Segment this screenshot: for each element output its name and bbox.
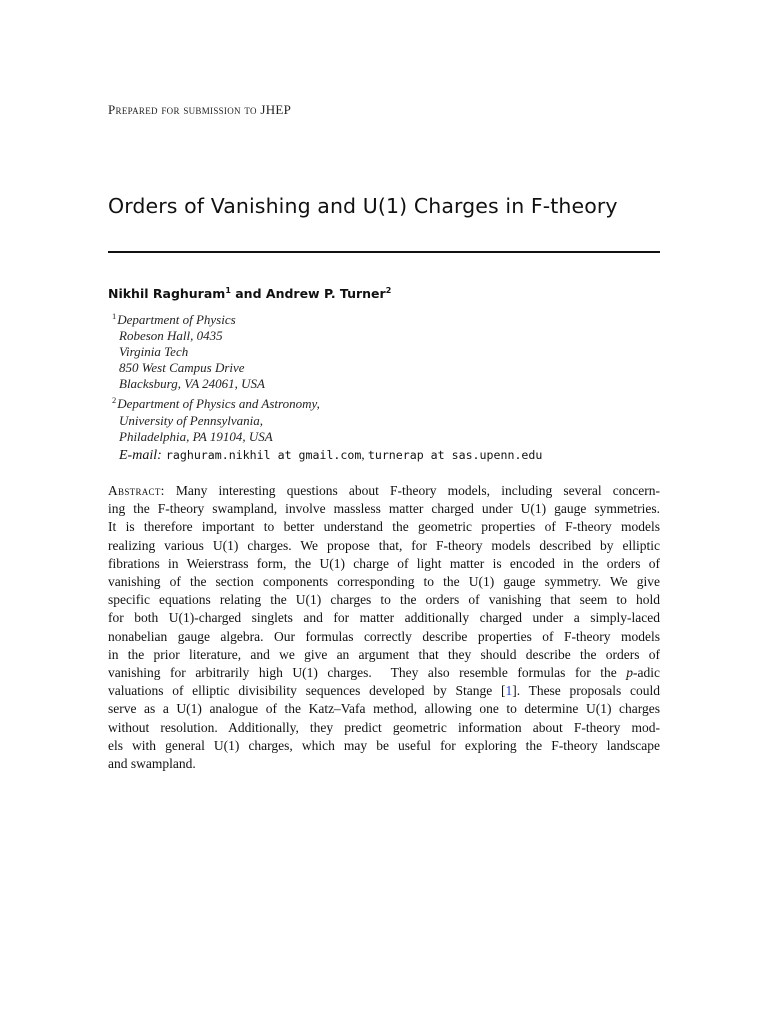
abstract-line: and swampland.: [108, 756, 196, 772]
abstract-heading: Abstract:: [108, 483, 165, 498]
affiliation-line: [108, 392, 320, 412]
abstract-line: [108, 482, 660, 500]
abstract-line: for both U(1)-charged singlets and for matter additionally charged under a simply-laced: [108, 610, 660, 626]
abstract-line: els with general U(1) charges, which may be useful for exploring the F-theory landscape: [108, 737, 660, 753]
abstract-text: -adic: [633, 665, 660, 681]
abstract-line: realizing various U(1) charges. We propose that, for F-theory models described by elliptic: [108, 537, 660, 553]
author-name: Nikhil Raghuram: [108, 286, 226, 301]
email-separator: ,: [361, 447, 368, 462]
abstract-text: ]. These proposals could: [512, 683, 660, 699]
abstract-line: without resolution. Additionally, they predict geometric information about F-theory mod-: [108, 719, 660, 735]
abstract-line: fibrations in Weierstrass form, the U(1) charge of light matter is encoded in the orders of: [108, 555, 660, 571]
paper-title: Orders of Vanishing and U(1) Charges in F-theory: [108, 194, 618, 218]
abstract-line: serve as a U(1) analogue of the Katz–Vafa method, allowing one to determine U(1) charges: [108, 701, 660, 717]
affiliation-marker: 1: [225, 286, 231, 295]
citation-link[interactable]: 1: [505, 683, 513, 699]
affiliation-text: Department of Physics: [117, 312, 236, 327]
affiliation-line: Blacksburg, VA 24061, USA: [119, 376, 265, 392]
affiliation-marker: 2: [385, 286, 392, 295]
abstract-line: ing the F-theory swampland, involve massless matter charged under U(1) gauge symmetries.: [108, 501, 660, 517]
affiliation-line: Robeson Hall, 0435: [119, 328, 223, 344]
title-rule: [108, 251, 660, 253]
affiliation-block: [108, 308, 320, 445]
math-symbol: p: [626, 665, 634, 681]
abstract-line: [108, 682, 660, 700]
abstract-text: Many interesting questions about F-theory models, including several concern-: [164, 483, 660, 498]
affiliation-line: Philadelphia, PA 19104, USA: [119, 428, 273, 444]
abstract-text: vanishing for arbitrarily high U(1) charges. They also resemble formulas for the: [108, 665, 627, 681]
abstract-line: [108, 664, 660, 682]
author-name: Andrew P. Turner: [265, 286, 386, 301]
affiliation-line: Virginia Tech: [119, 344, 189, 360]
abstract-line: vanishing of the section components corresponding to the U(1) gauge symmetry. We give: [108, 574, 660, 590]
affiliation-line: 850 West Campus Drive: [119, 360, 245, 376]
abstract-line: specific equations relating the U(1) charges to the orders of vanishing that seem to hold: [108, 592, 660, 608]
email-address[interactable]: turnerap at sas.upenn.edu: [367, 448, 543, 462]
abstract-line: It is therefore important to better understand the geometric properties of F-theory models: [108, 519, 660, 535]
author-conjunction: and: [230, 286, 266, 301]
author-list: [108, 286, 391, 301]
email-label: E-mail:: [119, 448, 162, 463]
affiliation-marker: 2: [112, 395, 117, 406]
abstract-line: in the prior literature, and we give an argument that they should describe the orders of: [108, 646, 660, 662]
affiliation-line: [108, 308, 320, 328]
affiliation-marker: 1: [112, 311, 117, 321]
abstract: [108, 482, 660, 773]
abstract-text: valuations of elliptic divisibility sequences developed by Stange [: [108, 683, 506, 699]
affiliation-line: University of Pennsylvania,: [119, 412, 264, 428]
email-line: [119, 447, 542, 464]
abstract-line: nonabelian gauge algebra. Our formulas correctly describe properties of F-theory models: [108, 628, 660, 644]
affiliation-text: Department of Physics and Astronomy,: [117, 396, 320, 412]
submission-note: Prepared for submission to JHEP: [108, 102, 292, 117]
email-address[interactable]: raghuram.nikhil at gmail.com: [165, 448, 362, 462]
